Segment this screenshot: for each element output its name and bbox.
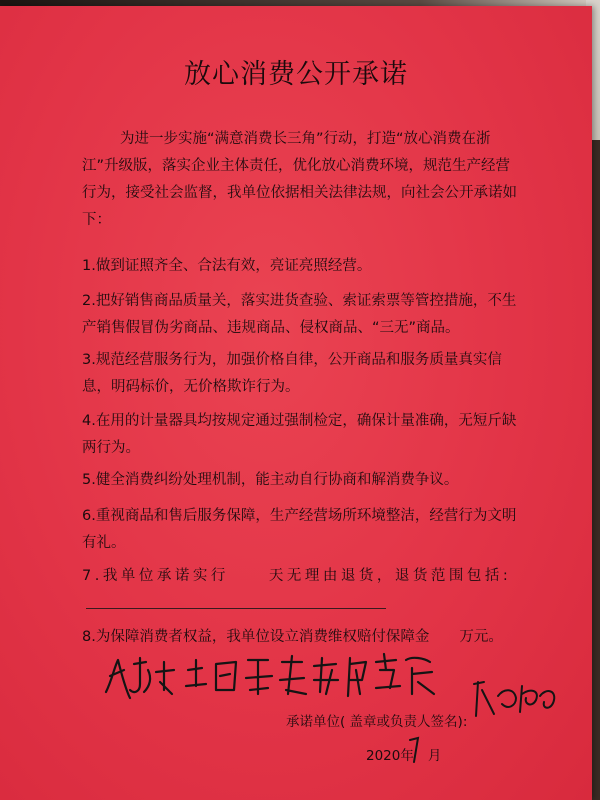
pledge-item-2: 2.把好销售商品质量关，落实进货查验、索证索票等管控措施，不生产销售假冒伪劣商品、违规商品、侵权商品、“三无”商品。 xyxy=(82,293,517,336)
item-8-prefix: 8.为保障消费者权益，我单位设立消费维权赔付保障金 xyxy=(82,629,430,645)
pledge-item-1: 1.做到证照齐全、合法有效，亮证亮照经营。 xyxy=(82,258,372,274)
item-8-suffix: 万元。 xyxy=(459,629,503,645)
date-month-suffix: 月 xyxy=(427,748,442,764)
date-year: 2020年 xyxy=(366,748,414,764)
signer-label: 承诺单位( 盖章或负责人签名): xyxy=(286,714,468,730)
pledge-item-4: 4.在用的计量器具均按规定通过强制检定，确保计量准确，无短斤缺两行为。 xyxy=(82,413,517,456)
intro-paragraph: 为进一步实施“满意消费长三角”行动，打造“放心消费在浙江”升级版，落实企业主体责任，优化放心消费环境，规范生产经营行为，接受社会监督，我单位依据相关法律法规，向社会公开承诺如下： xyxy=(82,131,517,228)
document-title: 放心消费公开承诺 xyxy=(184,59,408,90)
handwritten-store-name xyxy=(100,650,440,706)
pledge-item-7 xyxy=(82,563,522,619)
pledge-item-3: 3.规范经营服务行为，加强价格自律，公开商品和服务质量真实信息，明码标价，无价格欺诈行为。 xyxy=(82,352,502,395)
pledge-sheet xyxy=(0,6,592,800)
pledge-item-8 xyxy=(82,624,522,651)
return-range-blank-line xyxy=(86,590,386,609)
item-7-prefix: 7.我单位承诺实行 xyxy=(82,568,229,584)
handwritten-signature xyxy=(470,676,560,726)
pledge-item-5: 5.健全消费纠纷处理机制，能主动自行协商和解消费争议。 xyxy=(82,472,459,488)
pledge-item-6: 6.重视商品和售后服务保障，生产经营场所环境整洁，经营行为文明有礼。 xyxy=(82,508,517,551)
handwritten-month-1 xyxy=(404,734,426,764)
item-7-middle: 天无理由退货，退货范围包括: xyxy=(268,568,512,584)
